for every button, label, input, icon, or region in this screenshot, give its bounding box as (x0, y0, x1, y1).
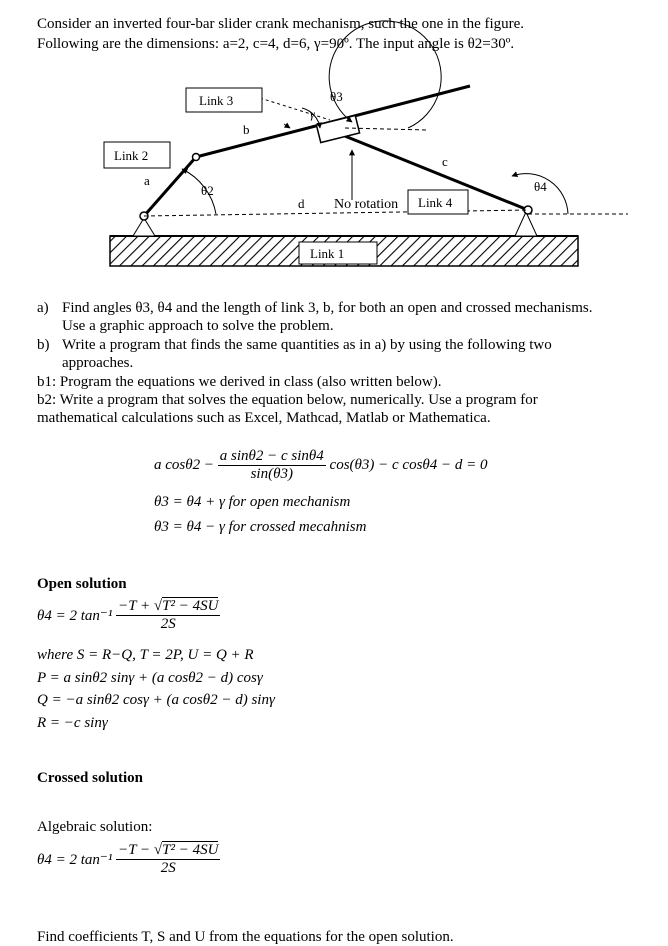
footer-note: Find coefficients T, S and U from the equations for the open solution. (37, 929, 454, 945)
main-eq-numerator: a sinθ2 − c sinθ4 (219, 448, 324, 464)
question-a-line-2: Use a graphic approach to solve the problem. (62, 318, 334, 334)
question-b-line-2: approaches. (62, 355, 134, 371)
label-theta2: θ2 (201, 183, 214, 198)
question-b2-line-2: mathematical calculations such as Excel, Mathcad, Matlab or Mathematica. (37, 410, 491, 426)
main-eq-denominator: sin(θ3) (250, 466, 293, 482)
crossed-num-pre: −T − √ (118, 842, 163, 858)
label-d: d (298, 196, 305, 211)
intro-line-2: Following are the dimensions: a=2, c=4, d=6, γ=90º. The input angle is θ2=30º. (37, 36, 515, 52)
label-a: a (144, 173, 150, 188)
main-equation (154, 448, 488, 483)
crossed-num-radicand: T² − 4SU (162, 842, 219, 858)
label-c: c (442, 154, 448, 169)
open-solution-heading: Open solution (37, 576, 127, 592)
joint-a (193, 154, 200, 161)
crossed-solution-formula (37, 842, 220, 877)
label-gamma: γ (310, 107, 315, 121)
crossed-numerator (116, 842, 220, 860)
question-a-marker: a) (37, 300, 49, 316)
question-b-marker: b) (37, 337, 50, 353)
label-no-rotation: No rotation (334, 197, 399, 212)
open-P: P = a sinθ2 sinγ + (a cosθ2 − d) cosγ (37, 670, 263, 686)
right-pin-support (515, 212, 537, 236)
mechanism-figure (0, 0, 668, 290)
open-denominator: 2S (160, 616, 176, 632)
main-eq-right: cos(θ3) − c cosθ4 − d = 0 (329, 457, 488, 473)
theta3-arc (329, 21, 441, 128)
algebraic-solution-label: Algebraic solution: (37, 819, 153, 835)
crossed-fraction (116, 842, 220, 877)
open-lhs: θ4 = 2 tan⁻¹ (37, 608, 113, 624)
open-numerator (116, 598, 220, 616)
open-Q: Q = −a sinθ2 cosγ + (a cosθ2 − d) sinγ (37, 692, 275, 708)
main-eq-fraction (218, 448, 326, 483)
open-fraction (116, 598, 220, 633)
open-where: where S = R−Q, T = 2P, U = Q + R (37, 647, 254, 663)
question-b-line-1: Write a program that finds the same quantities as in a) by using the following two (62, 337, 552, 353)
crossed-solution-heading: Crossed solution (37, 770, 143, 786)
gamma-arrow-left (284, 124, 290, 128)
link2-label: Link 2 (114, 148, 149, 163)
question-a-line-1: Find angles θ3, θ4 and the length of link 3, b, for both an open and crossed mechanisms. (62, 300, 593, 316)
question-b2-line-1: b2: Write a program that solves the equation below, numerically. Use a program for (37, 392, 538, 408)
crossed-denominator: 2S (160, 860, 176, 876)
question-b1: b1: Program the equations we derived in class (also written below). (37, 374, 442, 390)
intro-line-1: Consider an inverted four-bar slider crank mechanism, such the one in the figure. (37, 16, 525, 32)
crossed-relation: θ3 = θ4 − γ for crossed mecahnism (154, 519, 367, 535)
link1-label: Link 1 (310, 246, 345, 261)
open-relation: θ3 = θ4 + γ for open mechanism (154, 494, 351, 510)
link3-label: Link 3 (199, 93, 234, 108)
link3-dashed-ext (260, 98, 330, 120)
label-b: b (243, 122, 250, 137)
label-theta3: θ3 (330, 89, 343, 104)
crossed-lhs: θ4 = 2 tan⁻¹ (37, 852, 113, 868)
open-R: R = −c sinγ (37, 715, 108, 731)
open-num-radicand: T² − 4SU (162, 598, 219, 614)
label-theta4: θ4 (534, 179, 547, 194)
main-eq-left: a cosθ2 − (154, 457, 214, 473)
open-solution-formula (37, 598, 220, 633)
open-num-pre: −T + √ (118, 598, 163, 614)
link4-label: Link 4 (418, 195, 453, 210)
